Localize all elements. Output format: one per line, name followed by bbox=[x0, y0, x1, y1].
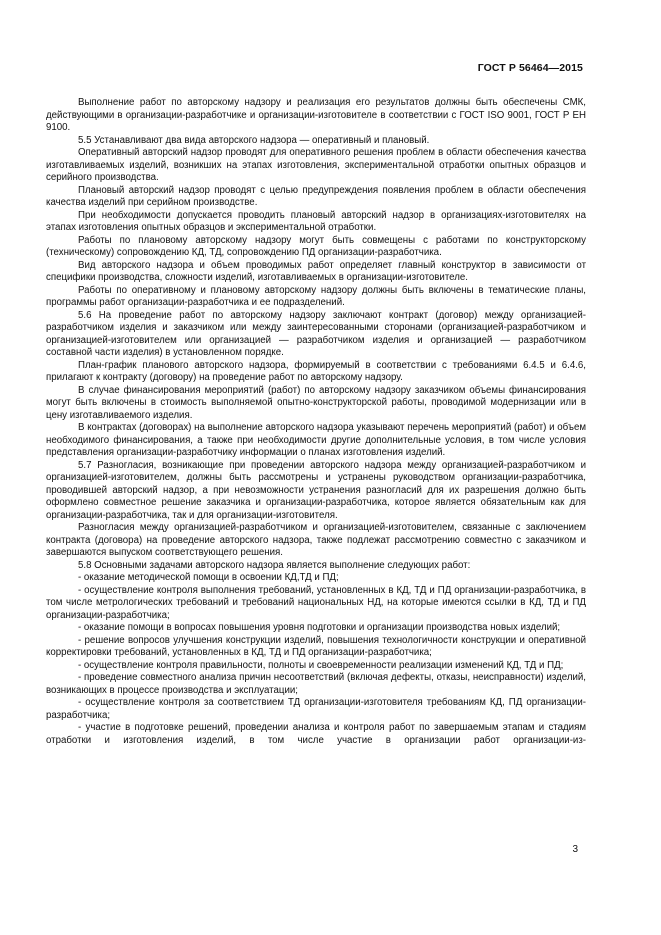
paragraph: Плановый авторский надзор проводят с целью предупреждения появления проблем в области обеспечения качества изделий при серийном производстве. bbox=[46, 184, 586, 208]
paragraph: План-график планового авторского надзора, формируемый в соответствии с требованиями 6.4.5 и 6.4.6, прилагают к контракту (договору) на проведение работ по авторскому надзору. bbox=[46, 359, 586, 383]
paragraph: Работы по плановому авторскому надзору могут быть совмещены с работами по конструкторскому (техническому) сопровождению КД, ТД, сопровождению ПД организации-разработчика. bbox=[46, 234, 586, 258]
list-item: - оказание помощи в вопросах повышения уровня подготовки и организации производства новых изделий; bbox=[78, 622, 561, 633]
paragraph: Оперативный авторский надзор проводят для оперативного решения проблем в области обеспечения качества изготавливаемых изделий, возникших на этапах изготовления, экспериментальной отработки опытных образцов и серийного производства. bbox=[46, 147, 586, 183]
list-item: - осуществление контроля выполнения требований, установленных в КД, ТД и ПД организации-разработчика, в том числе метрологических требований и требований национальных НД, на которые имеются ссылки в КД, ТД и ПД организации-разработчика; bbox=[46, 584, 586, 621]
section-paragraph: 5.6 На проведение работ по авторскому надзору заключают контракт (договор) между организацией-разработчиком изделия и заказчиком или между заинтересованными сторонами (организацией-разработчиком и организацией-изготовителем или организацией — разработчиком изделия и организацией — разработчиком составной части изделия) в установленном порядке. bbox=[46, 309, 586, 358]
list-item: - участие в подготовке решений, проведении анализа и контроля работ по завершаемым этапам и стадиям отработки и изготовления изделий, в том числе участие в организации работ организации-из- bbox=[46, 722, 586, 746]
section-paragraph: 5.8 Основными задачами авторского надзора является выполнение следующих работ: bbox=[78, 559, 471, 571]
paragraph: При необходимости допускается проводить плановый авторский надзор в организациях-изготовителях на этапах изготовления опытных образцов и экспериментальной отработки. bbox=[46, 209, 586, 233]
list-item: - осуществление контроля за соответствием ТД организации-изготовителя требованиям КД, ПД организации-разработчика; bbox=[46, 697, 586, 721]
paragraph: В контрактах (договорах) на выполнение авторского надзора указывают перечень мероприятий (работ) и объем необходимого финансирования, а также при необходимости другие дополнительные условия, в том числе условия представления организации-разработчику информации о планах изготовления изделий. bbox=[46, 422, 586, 458]
paragraph: Вид авторского надзора и объем проводимых работ определяет главный конструктор в зависимости от специфики производства, сложности изделий, изготавливаемых в организации-изготовителе. bbox=[46, 259, 586, 283]
section-paragraph: 5.5 Устанавливают два вида авторского надзора — оперативный и плановый. bbox=[78, 134, 430, 146]
list-item: - осуществление контроля правильности, полноты и своевременности реализации изменений КД, ТД и ПД; bbox=[78, 659, 564, 671]
paragraph: Разногласия между организацией-разработчиком и организацией-изготовителем, связанные с заключением контракта (договора) на проведение авторского надзора, также подлежат рассмотрению совместно с заказчиком и завершаются выпуском соответствующего решения. bbox=[46, 522, 586, 558]
list-item: - проведение совместного анализа причин несоответствий (включая дефекты, отказы, неисправности) изделий, возникающих в процессе производства и эксплуатации; bbox=[46, 672, 586, 696]
paragraph: Выполнение работ по авторскому надзору и реализация его результатов должны быть обеспечены СМК, действующими в организации-разработчике и организации-изготовителе в соответствии с ГОСТ ISO 9001, ГОСТ Р ЕН 9100. bbox=[46, 97, 586, 133]
paragraph: Работы по оперативному и плановому авторскому надзору должны быть включены в тематические планы, программы работ организации-разработчика и ее подразделений. bbox=[46, 284, 586, 308]
list-item: - оказание методической помощи в освоении КД,ТД и ПД; bbox=[78, 572, 339, 583]
paragraph: В случае финансирования мероприятий (работ) по авторскому надзору заказчиком объемы финансирования могут быть включены в стоимость выполняемой опытно-конструкторской работы, проводимой модернизации или в цену изготавливаемого изделия. bbox=[46, 384, 586, 421]
section-paragraph: 5.7 Разногласия, возникающие при проведении авторского надзора между организацией-разработчиком и организацией-изготовителем, должны быть рассмотрены и устранены руководством организации-разработчика, проводившей авторский надзор, а при невозможности устранения разногласий для их разрешения должно быть оформлено совместное решение заказчика и организации-разработчика, которое является обязательным как для организации-разработчика, так и для организации-изготовителя. bbox=[46, 459, 586, 521]
list-item: - решение вопросов улучшения конструкции изделий, повышения технологичности конструкции и оперативной корректировки требований, установленных в КД, ТД и ПД организации-разработчика; bbox=[46, 634, 586, 658]
document-standard-id: ГОСТ Р 56464—2015 bbox=[477, 62, 583, 74]
document-body bbox=[46, 97, 586, 747]
page-number: 3 bbox=[572, 844, 578, 855]
